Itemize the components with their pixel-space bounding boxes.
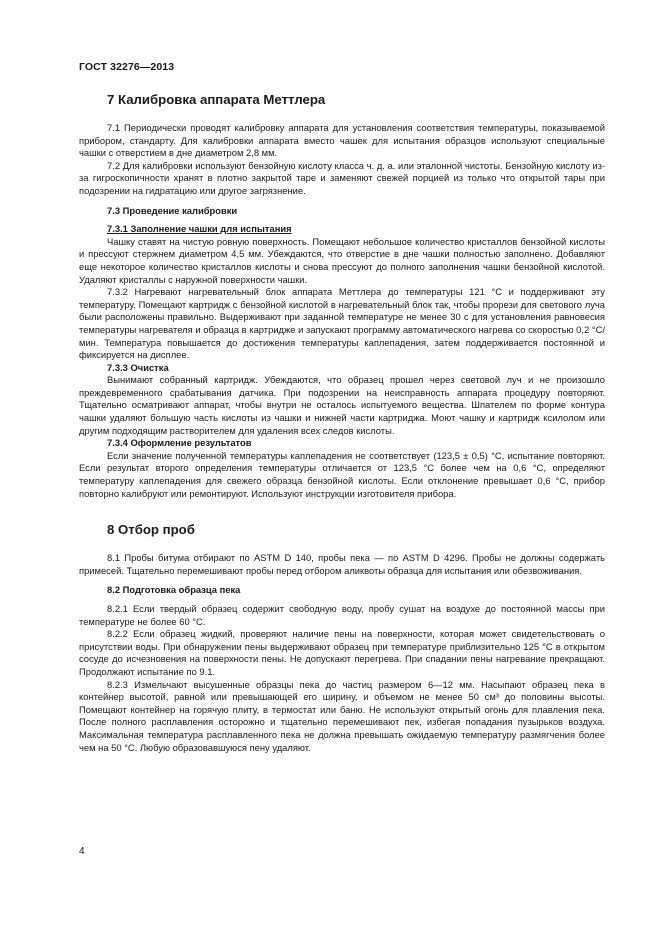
paragraph-7-3-1: Чашку ставят на чистую ровную поверхность. Помещают небольшое количество кристаллов бензойной кислоты и прессуют стержнем диаметром 4,5 мм. Убеждаются, что отверстие в дне чашки полностью заполнено. Добавляют еще некоторое количество кристаллов кислоты и снова прессуют до полного заполнения чашки бензойной кислотой. Удаляют кристаллы с наружной поверхности чашки.: [79, 235, 605, 285]
heading-7-3: 7.3 Проведение калибровки: [107, 204, 238, 216]
document-body: [79, 86, 605, 754]
paragraph-7-1: 7.1 Периодически проводят калибровку аппарата для установления соответствия температуры, показываемой прибором, стандарту. Для калибровки аппарата вместо чашек для испытания образцов используют специальные чашки с отверстием в дне диаметром 2,8 мм.: [79, 122, 605, 159]
standard-header: ГОСТ 32276—2013: [79, 61, 175, 73]
heading-7-3-1: [79, 223, 605, 236]
heading-7-3-3: 7.3.3 Очистка: [107, 361, 169, 373]
section-7-title: 7 Калибровка аппарата Меттлера: [107, 92, 326, 107]
paragraph-8-2-2: 8.2.2 Если образец жидкий, проверяют наличие пены на поверхности, которая может свидетельствовать о присутствии воды. При обнаружении пены выдерживают образец при температуре приблизительно 125 °С в открытом сосуде до исчезновения на поверхности пены. Не допускают перегрева. При спадании пены нагревание прекращают. Продолжают испытание по 9.1.: [79, 628, 605, 677]
paragraph-8-1: 8.1 Пробы битума отбирают по ASTM D 140, пробы пека — по ASTM D 4296. Пробы не должны содержать примесей. Тщательно перемешивают пробы перед отбором аликвоты образца для испытания или обезвоживания.: [79, 552, 605, 576]
paragraph-8-2-1: 8.2.1 Если твердый образец содержит свободную воду, пробу сушат на воздухе до постоянной массы при температуре не более 60 °С.: [79, 603, 605, 627]
heading-7-3-1-text: 7.3.1 Заполнение чашки для испытания: [107, 223, 292, 235]
heading-8-2: 8.2 Подготовка образца пека: [107, 584, 241, 596]
heading-7-3-4: 7.3.4 Оформление результатов: [107, 437, 252, 449]
paragraph-7-2: 7.2 Для калибровки используют бензойную кислоту класса ч. д. а. или эталонной чистоты. Бензойную кислоту из-за гигроскопичности хранят в плотно закрытой таре и заменяют свежей порцией из только что открытой тары при подозрении на гидратацию или другое загрязнение.: [79, 159, 605, 196]
section-8-title: 8 Отбор проб: [107, 522, 195, 538]
paragraph-7-3-4: Если значение полученной температуры каплепадения не соответствует (123,5 ± 0,5) °С, испытание повторяют. Если результат второго определения температуры отличается от 123,5 °С более чем на 0,6 °С, определяют температуру каплепадения для свежего образца бензойной кислоты. Если отклонение превышает 0,6 °С, прибор повторно калибруют или ремонтируют. Используют инструкции изготовителя прибора.: [79, 449, 605, 499]
paragraph-7-3-3: Вынимают собранный картридж. Убеждаются, что образец прошел через световой луч и не произошло преждевременного срабатывания датчика. При подозрении на неисправность аппарата процедуру повторяют. Тщательно осматривают аппарат, чтобы внутри не осталось испытуемого вещества. Шпателем по форме контура чашки удаляют большую часть кислоты из чашки и нижней части картриджа. Моют чашку и картридж ксилолом или другим подходящим растворителем для удаления всех следов кислоты.: [79, 374, 605, 436]
paragraph-8-2-3: 8.2.3 Измельчают высушенные образцы пека до частиц размером 6—12 мм. Насыпают образец пека в контейнер высотой, равной или превышающей его ширину, и объемом не менее 50 см³ до половины высоты. Помещают контейнер на горячую плиту, в термостат или баню. Не используют открытый огонь для плавления пека. После полного расплавления осторожно и тщательно перемешивают пек, избегая попадания пузырьков воздуха. Максимальная температура расплавленного пека не должна превышать ожидаемую температуру размягчения более чем на 50 °С. Любую образовавшуюся пену удаляют.: [79, 678, 605, 753]
page-number: 4: [79, 846, 85, 857]
paragraph-7-3-2: 7.3.2 Нагревают нагревательный блок аппарата Меттлера до температуры 121 °С и поддерживают эту температуру. Помещают картридж с бензойной кислотой в нагревательный блок так, чтобы прорези для светового луча были расположены правильно. Выдерживают при заданной температуре не менее 30 с для установления равновесия температуры нагревателя и образца в картридже и запускают программу автоматического нагрева со скоростью 0,2 °С/мин. Температура повышается до достижения температуры каплепадения, затем поддерживается постоянной и фиксируется на дисплее.: [79, 286, 605, 361]
